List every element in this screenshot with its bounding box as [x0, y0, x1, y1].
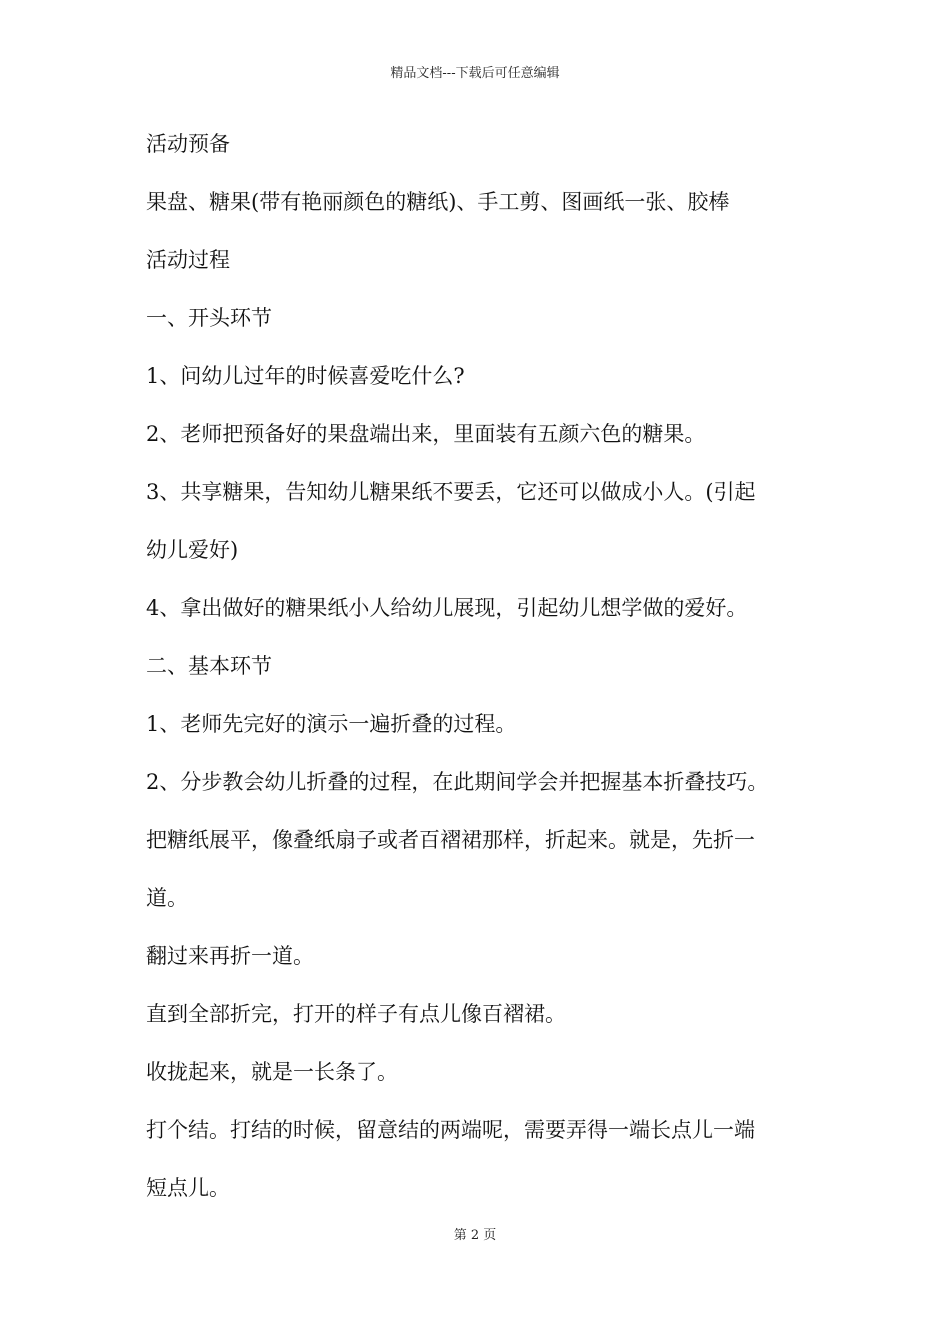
- page-footer: [0, 1228, 950, 1244]
- paragraph-line: 1、老师先完好的演示一遍折叠的过程。: [146, 712, 517, 736]
- paragraph-line: 直到全部折完，打开的样子有点儿像百褶裙。: [146, 1002, 566, 1026]
- paragraph-line: 翻过来再折一道。: [146, 944, 314, 968]
- subsection-heading-opening: 一、开头环节: [146, 306, 272, 330]
- paragraph-line: 3、共享糖果，告知幼儿糖果纸不要丢，它还可以做成小人。(引起: [146, 480, 756, 504]
- section-heading-preparation: 活动预备: [146, 132, 230, 156]
- paragraph-line: 幼儿爱好): [146, 538, 239, 562]
- subsection-heading-basic: 二、基本环节: [146, 654, 272, 678]
- document-body: [146, 130, 818, 1232]
- section-heading-process: 活动过程: [146, 248, 230, 272]
- paragraph-line: 1、问幼儿过年的时候喜爱吃什么?: [146, 364, 465, 388]
- paragraph-line: 2、分步教会幼儿折叠的过程，在此期间学会并把握基本折叠技巧。: [146, 770, 769, 794]
- paragraph-line: 打个结。打结的时候，留意结的两端呢，需要弄得一端长点儿一端: [146, 1118, 755, 1142]
- header-text: 精品文档---下载后可任意编辑: [390, 66, 560, 81]
- page-number: 第 2 页: [453, 1228, 497, 1243]
- paragraph-line: 把糖纸展平，像叠纸扇子或者百褶裙那样，折起来。就是，先折一: [146, 828, 755, 852]
- materials-list: 果盘、糖果(带有艳丽颜色的糖纸)、手工剪、图画纸一张、胶棒: [146, 190, 730, 214]
- paragraph-line: 道。: [146, 886, 188, 910]
- paragraph-line: 短点儿。: [146, 1176, 230, 1200]
- paragraph-line: 4、拿出做好的糖果纸小人给幼儿展现，引起幼儿想学做的爱好。: [146, 596, 748, 620]
- paragraph-line: 2、老师把预备好的果盘端出来，里面装有五颜六色的糖果。: [146, 422, 706, 446]
- paragraph-line: 收拢起来，就是一长条了。: [146, 1060, 398, 1084]
- page-header: [0, 66, 950, 82]
